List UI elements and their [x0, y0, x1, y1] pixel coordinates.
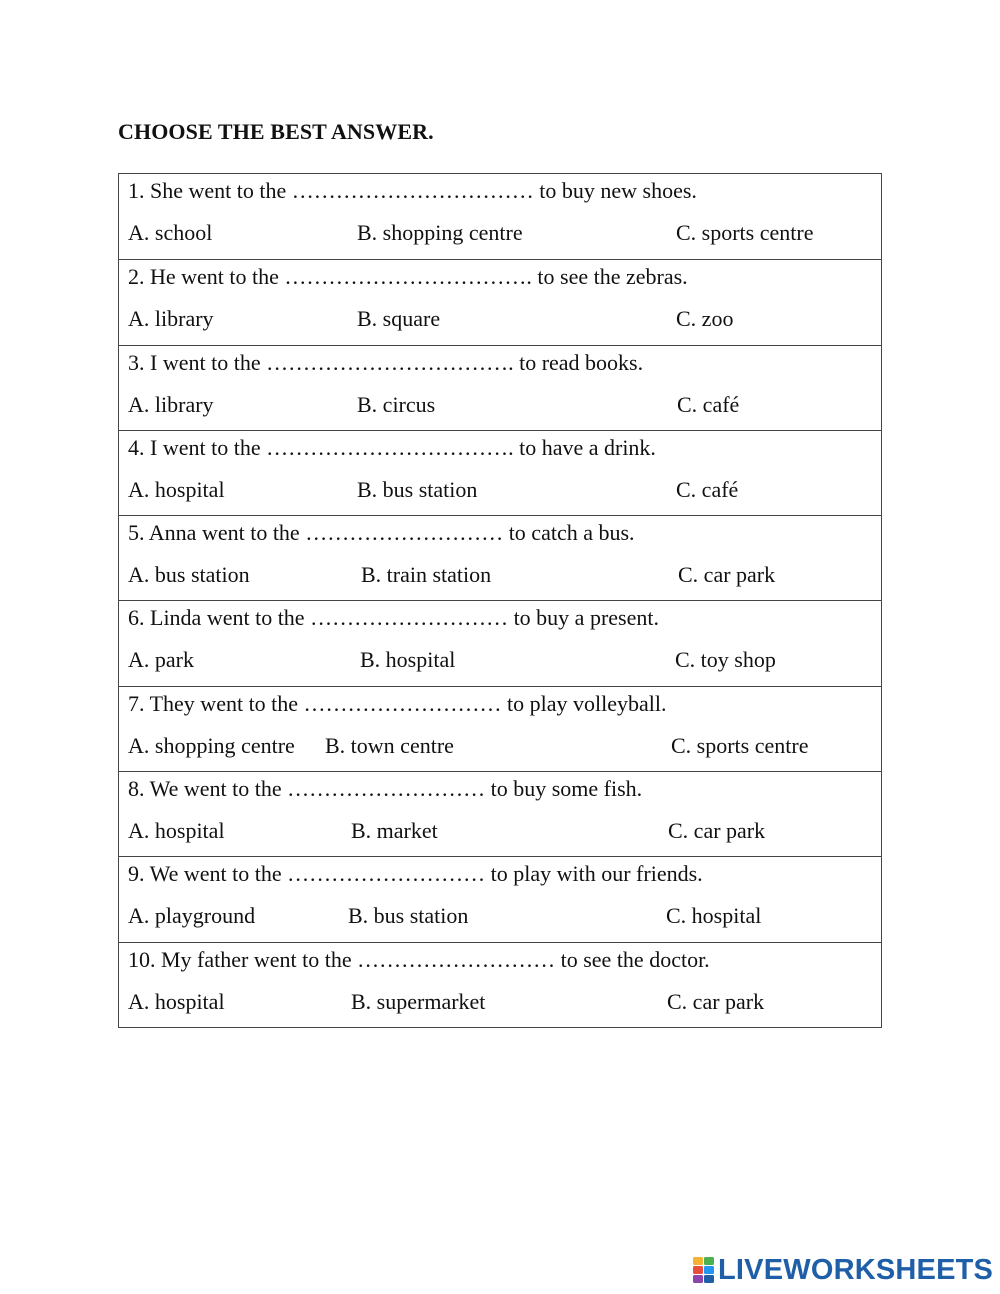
option-c[interactable]: C. café	[676, 476, 739, 502]
page-title: CHOOSE THE BEST ANSWER.	[118, 119, 434, 144]
question-row-9	[119, 856, 881, 941]
liveworksheets-logo-icon	[693, 1257, 715, 1283]
question-row-10	[119, 942, 881, 1027]
option-a[interactable]: A. hospital	[128, 988, 225, 1014]
questions-table	[118, 173, 882, 1028]
question-text: 8. We went to the ……………………… to buy some fish.	[128, 776, 643, 802]
option-b[interactable]: B. train station	[361, 562, 492, 588]
option-a[interactable]: A. library	[128, 391, 214, 417]
option-c[interactable]: C. sports centre	[671, 732, 809, 758]
option-a[interactable]: A. shopping centre	[128, 732, 295, 758]
option-b[interactable]: B. shopping centre	[357, 220, 523, 245]
option-b[interactable]: B. bus station	[357, 476, 478, 502]
question-row-3	[119, 345, 881, 430]
option-c[interactable]: C. car park	[667, 988, 765, 1014]
option-b[interactable]: B. market	[351, 818, 438, 844]
option-c[interactable]: C. zoo	[676, 306, 734, 332]
option-c[interactable]: C. car park	[678, 562, 776, 588]
option-c[interactable]: C. car park	[668, 818, 766, 844]
question-row-8	[119, 771, 881, 856]
question-text: 2. He went to the ……………………………. to see the zebras.	[128, 264, 688, 290]
option-b[interactable]: B. square	[357, 306, 441, 332]
liveworksheets-logo	[693, 1255, 993, 1285]
question-text: 10. My father went to the ……………………… to see the doctor.	[128, 946, 710, 972]
option-a[interactable]: A. hospital	[128, 818, 225, 844]
question-text: 5. Anna went to the ……………………… to catch a bus.	[128, 520, 635, 546]
question-text: 9. We went to the ……………………… to play with our friends.	[128, 861, 703, 887]
logo-text: LIVEWORKSHEETS	[718, 1253, 994, 1286]
question-row-4	[119, 430, 881, 515]
option-c[interactable]: C. sports centre	[676, 220, 814, 245]
question-text: 4. I went to the ……………………………. to have a drink.	[128, 434, 656, 460]
question-text: 1. She went to the …………………………… to buy new shoes.	[128, 178, 697, 203]
option-a[interactable]: A. school	[128, 220, 213, 245]
option-a[interactable]: A. park	[128, 647, 194, 673]
question-text: 6. Linda went to the ……………………… to buy a present.	[128, 605, 659, 631]
option-c[interactable]: C. hospital	[666, 903, 762, 929]
option-a[interactable]: A. library	[128, 306, 214, 332]
question-row-7	[119, 686, 881, 771]
option-b[interactable]: B. hospital	[360, 647, 456, 673]
question-text: 3. I went to the ……………………………. to read books.	[128, 349, 644, 375]
option-c[interactable]: C. toy shop	[675, 647, 776, 673]
option-b[interactable]: B. town centre	[325, 732, 454, 758]
option-b[interactable]: B. bus station	[348, 903, 469, 929]
option-b[interactable]: B. circus	[357, 391, 436, 417]
question-row-5	[119, 515, 881, 600]
option-c[interactable]: C. café	[677, 391, 740, 417]
question-text: 7. They went to the ……………………… to play volleyball.	[128, 690, 667, 716]
question-row-6	[119, 600, 881, 685]
option-a[interactable]: A. hospital	[128, 476, 225, 502]
question-row-1	[119, 174, 881, 259]
option-a[interactable]: A. bus station	[128, 562, 250, 588]
option-a[interactable]: A. playground	[128, 903, 256, 929]
question-row-2	[119, 259, 881, 344]
option-b[interactable]: B. supermarket	[351, 988, 486, 1014]
